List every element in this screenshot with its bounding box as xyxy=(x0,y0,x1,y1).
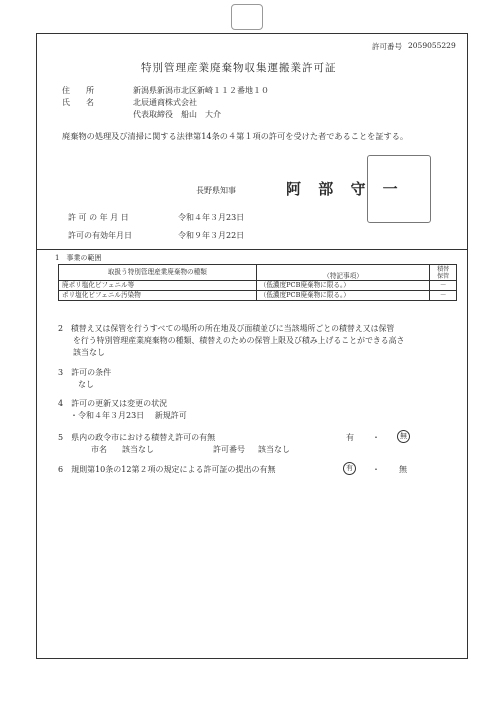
table-row xyxy=(59,291,457,301)
section-4-value: ・令和４年３月23日 新規許可 xyxy=(70,411,187,420)
section-6-no: 無 xyxy=(399,465,407,474)
permit-no-label: 許可番号 xyxy=(213,445,245,454)
table-row xyxy=(59,281,457,291)
section-5-title: 5 県内の政令市における積替え許可の有無 xyxy=(58,433,216,442)
city-value: 該当なし xyxy=(122,445,154,454)
top-seal xyxy=(231,4,263,30)
section-2-line1: 2 積替え又は保管を行うすべての場所の所在地及び面積並びに当該場所ごとの積替え又は保管 xyxy=(58,324,395,333)
section-2-line2: を行う特別管理産業廃棄物の種類、積替えのための保管上限及び積み上げることができる高さ xyxy=(73,336,405,345)
transfer-mark: － xyxy=(430,281,457,291)
certificate-frame xyxy=(36,33,468,659)
permit-date: 令和４年３月23日 xyxy=(178,213,245,222)
transfer-mark: － xyxy=(430,291,457,301)
scope-table xyxy=(58,264,457,301)
address-label: 住 所 xyxy=(62,86,94,95)
expiry-date: 令和９年３月22日 xyxy=(178,231,245,240)
expiry-date-label: 許可の有効年月日 xyxy=(68,231,132,240)
permit-number-label: 許可番号 xyxy=(372,42,402,51)
representative: 代表取締役 船山 大介 xyxy=(133,110,221,119)
permit-number: 2059055229 xyxy=(408,41,456,50)
transfer-header: 積替 保管 xyxy=(430,265,457,281)
note-header-label: （特記事項） xyxy=(323,272,363,280)
section-6-dot: ・ xyxy=(372,465,380,474)
issuer-title: 長野県知事 xyxy=(196,186,236,195)
address-value: 新潟県新潟市北区新崎１１２番地１０ xyxy=(133,86,269,95)
city-label: 市名 xyxy=(91,445,107,454)
special-note: （低濃度PCB廃棄物に限る。） xyxy=(256,291,430,301)
section-5-yes: 有 xyxy=(346,433,354,442)
special-note: （低濃度PCB廃棄物に限る。） xyxy=(256,281,430,291)
note-header xyxy=(256,265,430,281)
section-divider xyxy=(36,249,467,250)
type-header: 取扱う特別管理産業廃棄物の種類 xyxy=(59,265,257,281)
company-name: 北辰通商株式会社 xyxy=(133,98,197,107)
section-5-dot: ・ xyxy=(372,433,380,442)
waste-type: ポリ塩化ビフェニル汚染物 xyxy=(59,291,257,301)
official-seal xyxy=(367,155,431,223)
section-6-title: 6 規則第10条の12第２項の規定による許可証の提出の有無 xyxy=(58,465,276,474)
name-label: 氏 名 xyxy=(62,98,94,107)
section-3-title: 3 許可の条件 xyxy=(58,368,112,377)
section-4-title: 4 許可の更新又は変更の状況 xyxy=(58,399,168,408)
permit-no-value: 該当なし xyxy=(258,445,290,454)
certification-statement: 廃棄物の処理及び清掃に関する法律第14条の４第１項の許可を受けた者であることを証する。 xyxy=(62,131,409,141)
section-6-yes-circled: 有 xyxy=(343,462,356,475)
section-5-no-circled: 無 xyxy=(397,430,410,443)
permit-date-label: 許 可 の 年 月 日 xyxy=(68,213,129,222)
document-title: 特別管理産業廃棄物収集運搬業許可証 xyxy=(141,62,337,74)
scope-title: 1 事業の範囲 xyxy=(55,254,102,262)
section-3-value: なし xyxy=(78,380,94,389)
issuer-name: 阿 部 守 一 xyxy=(286,180,404,198)
waste-type: 廃ポリ塩化ビフェニル等 xyxy=(59,281,257,291)
section-2-value: 該当なし xyxy=(73,348,105,357)
